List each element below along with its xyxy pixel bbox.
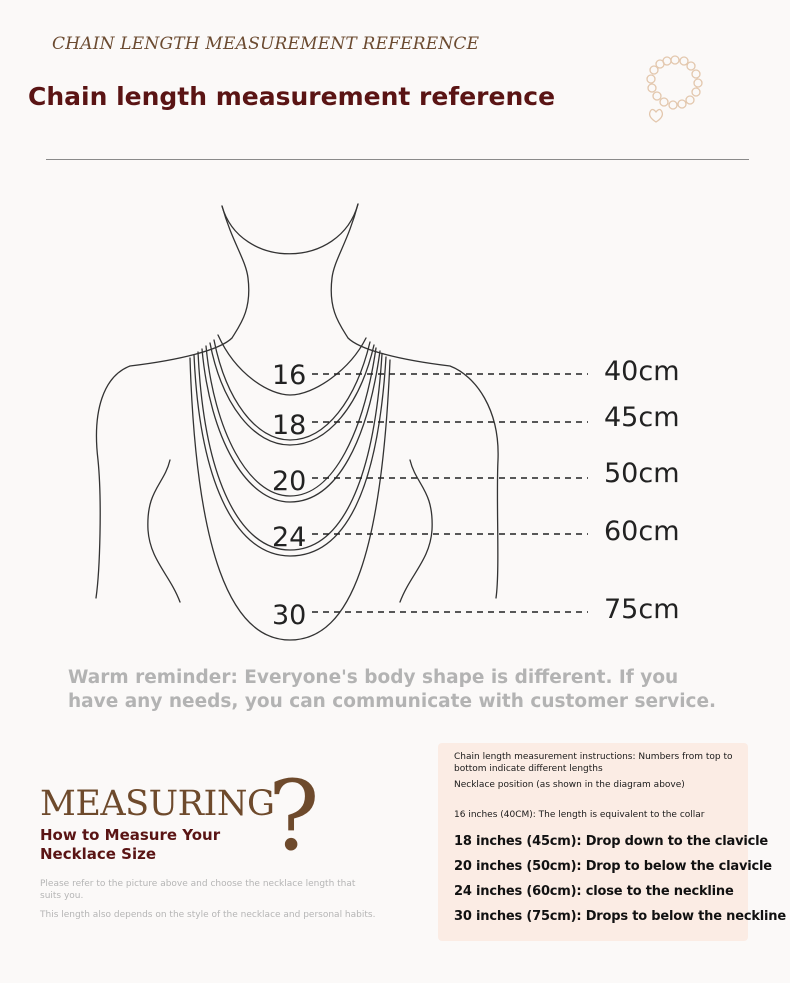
instructions-panel [438,743,786,941]
instructions-position: Necklace position (as shown in the diagram above) [454,780,685,790]
how-to-subheading: How to Measure Your Necklace Size [40,826,221,863]
instruction-16: 16 inches (40CM): The length is equivalent to the collar [454,810,705,820]
inch-label-30: 30 [272,600,307,631]
bracelet-icon [640,50,710,125]
note-choose-length: Please refer to the picture above and choose the necklace length that suits you. [40,879,356,901]
measuring-heading: MEASURING [40,784,275,824]
inch-label-20: 20 [272,466,307,497]
chest-left [148,460,180,602]
cm-label-50: 50cm [604,458,680,489]
page-title: Chain length measurement reference [28,82,556,111]
neck-outline [96,206,249,598]
divider [46,159,749,160]
instruction-18: 18 inches (45cm): Drop down to the clavicle [454,834,769,849]
note-style-habits: This length also depends on the style of the necklace and personal habits. [40,910,376,920]
inch-label-24: 24 [272,522,307,553]
cm-label-60: 60cm [604,516,680,547]
jaw-line [222,204,358,254]
instructions-intro: Chain length measurement instructions: Numbers from top to bottom indicate different lengths [454,752,733,774]
chest-right [400,460,432,602]
warm-reminder: Warm reminder: Everyone's body shape is different. If you have any needs, you can communicate with customer service. [68,667,717,712]
instruction-30: 30 inches (75cm): Drops to below the neckline [454,909,786,924]
neck-outline-right [331,204,498,598]
instruction-24: 24 inches (60cm): close to the neckline [454,884,734,899]
instruction-20: 20 inches (50cm): Drop to below the clavicle [454,859,772,874]
cm-label-40: 40cm [604,356,680,387]
inch-label-16: 16 [272,360,307,391]
chain-30 [190,358,390,640]
caps-title: CHAIN LENGTH MEASUREMENT REFERENCE [52,34,480,54]
inch-label-18: 18 [272,410,307,441]
cm-label-45: 45cm [604,402,680,433]
question-mark-icon: ? [268,760,320,872]
necklace-diagram [0,190,790,650]
cm-label-75: 75cm [604,594,680,625]
